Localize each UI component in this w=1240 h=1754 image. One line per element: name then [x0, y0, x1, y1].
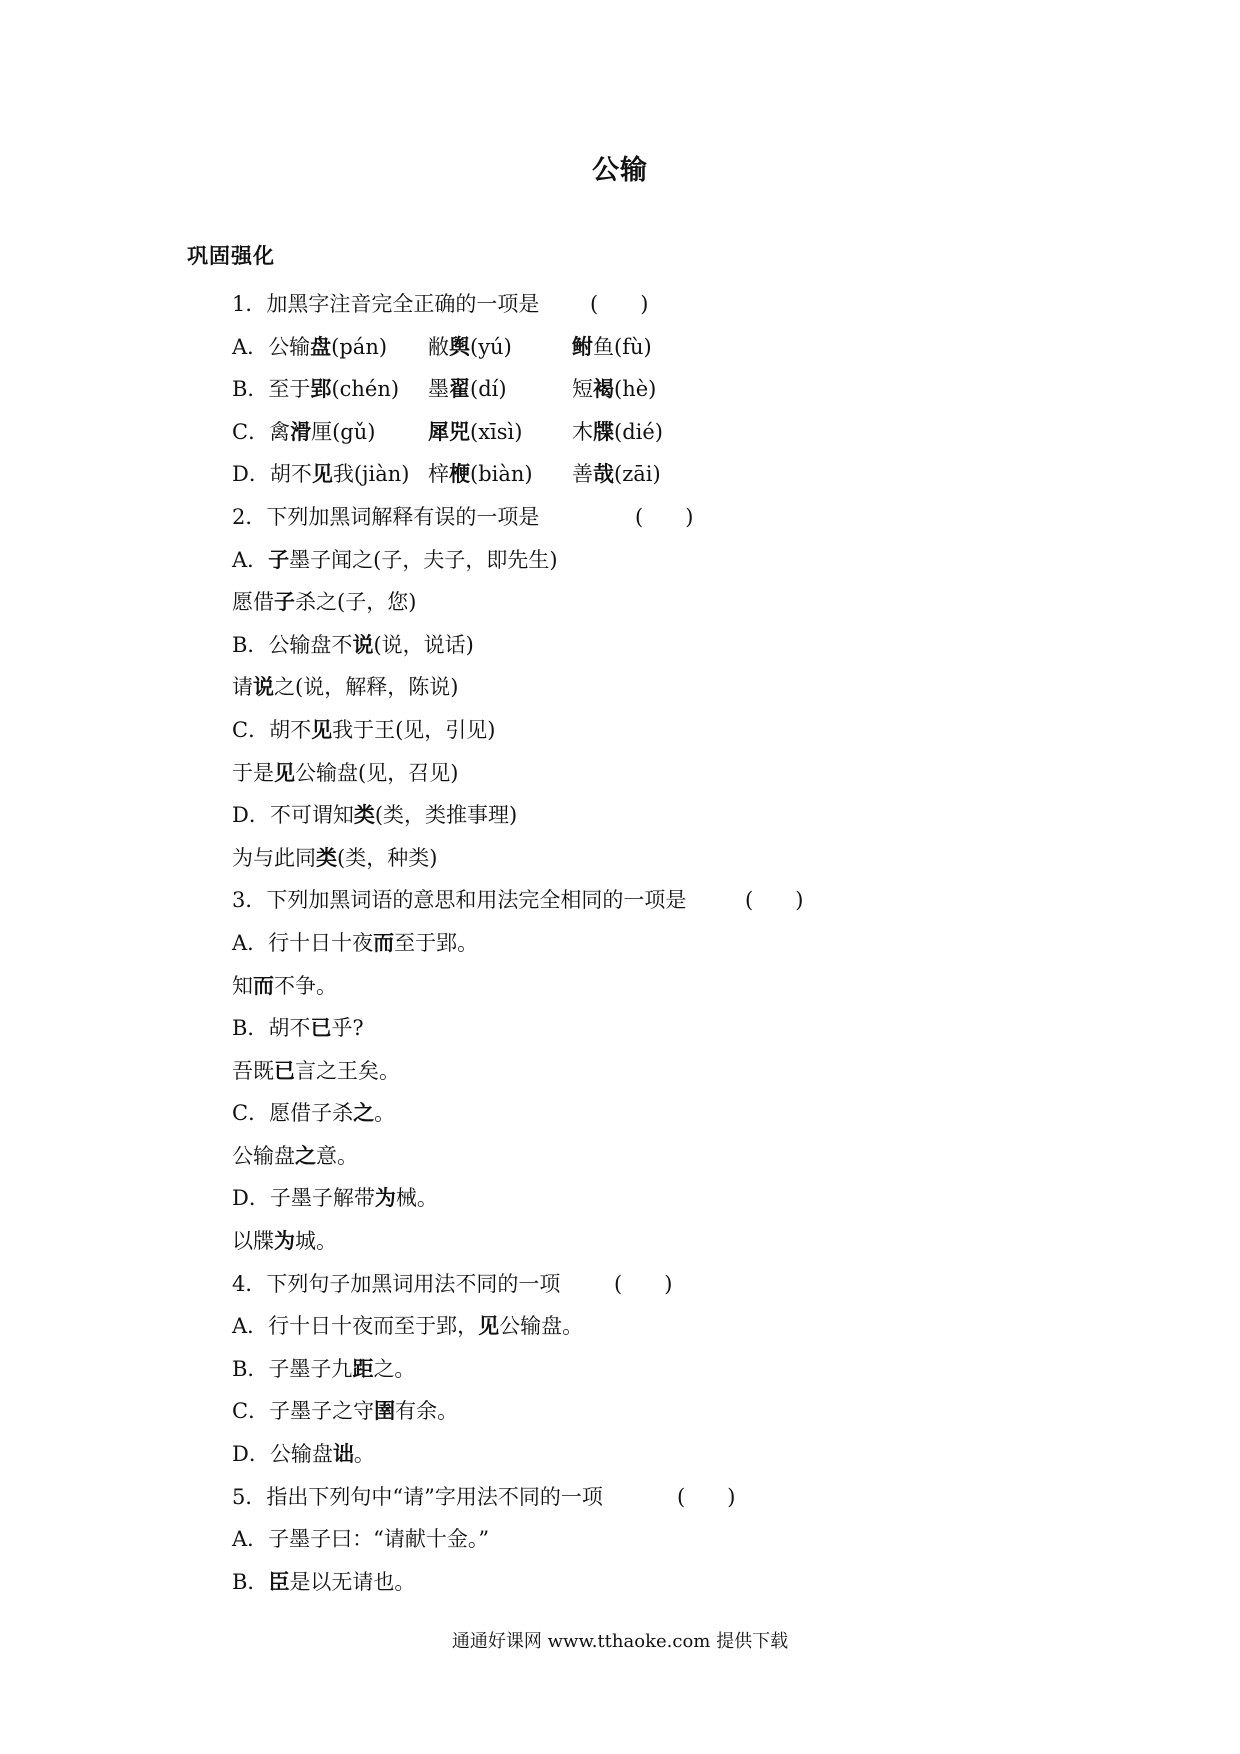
q2-line: 于是见公输盘(见，召见)	[232, 760, 459, 785]
q3-line: C．愿借子杀之。	[232, 1101, 396, 1126]
option-item: 木牒(dié)	[572, 419, 663, 444]
question-3-stem	[232, 879, 1132, 922]
q3-line: 以牒为城。	[232, 1229, 337, 1254]
q1-option-c	[232, 411, 1132, 454]
answer-blank: ( )	[614, 1271, 673, 1296]
q5-line: A．子墨子曰：“请献十金。”	[232, 1527, 490, 1552]
question-text: 3．下列加黑词语的意思和用法完全相同的一项是	[232, 888, 687, 913]
q2-line: C．胡不见我于王(见，引见)	[232, 717, 496, 742]
question-text: 4．下列句子加黑词用法不同的一项	[232, 1271, 561, 1296]
q2-line: 为与此同类(类，种类)	[232, 845, 438, 870]
question-2-stem	[232, 496, 1132, 539]
q4-line: B．子墨子九距之。	[232, 1356, 416, 1381]
option-item: 犀兕(xīsì)	[428, 419, 523, 444]
answer-blank: ( )	[745, 888, 804, 913]
q3-line: 公输盘之意。	[232, 1143, 358, 1168]
q1-option-a	[232, 326, 1132, 369]
q2-line: D．不可谓知类(类，类推事理)	[232, 803, 518, 828]
q3-line: 知而不争。	[232, 973, 337, 998]
q3-line: D．子墨子解带为械。	[232, 1186, 438, 1211]
answer-blank: ( )	[590, 292, 649, 316]
q3-line: B．胡不已乎?	[232, 1016, 364, 1041]
page-footer: 通通好课网 www.tthaoke.com 提供下载	[451, 1631, 789, 1652]
option-item: D．胡不见我(jiàn)	[232, 462, 410, 487]
option-item: 短褐(hè)	[572, 377, 657, 402]
q3-line: 吾既已言之王矣。	[232, 1058, 400, 1083]
q4-line: A．行十日十夜而至于郢，见公输盘。	[232, 1314, 584, 1339]
question-4-stem	[232, 1263, 1132, 1306]
option-item: C．禽滑厘(gǔ)	[232, 419, 376, 444]
q4-line: D．公输盘诎。	[232, 1442, 375, 1467]
option-item: B．至于郢(chén)	[232, 377, 400, 402]
q2-line: 愿借子杀之(子，您)	[232, 590, 417, 615]
option-item: A．公输盘(pán)	[232, 334, 388, 359]
q2-line: B．公输盘不说(说，说话)	[232, 632, 474, 657]
q5-line: B．臣是以无请也。	[232, 1569, 416, 1594]
option-item: 敝舆(yú)	[428, 334, 512, 359]
option-item: 梓楩(biàn)	[428, 462, 533, 487]
question-text: 5．指出下列句中“请”字用法不同的一项	[232, 1484, 603, 1509]
answer-blank: ( )	[635, 504, 694, 529]
q3-line: A．行十日十夜而至于郢。	[232, 930, 479, 955]
q4-line: C．子墨子之守圉有余。	[232, 1399, 459, 1424]
question-text: 2．下列加黑词解释有误的一项是	[232, 504, 540, 529]
question-text: 1．加黑字注音完全正确的一项是	[232, 292, 540, 316]
question-1-stem	[232, 283, 1132, 326]
section-heading: 巩固强化	[187, 244, 275, 268]
option-item: 善哉(zāi)	[572, 462, 661, 487]
answer-blank: ( )	[677, 1484, 736, 1509]
option-item: 鲋鱼(fù)	[572, 334, 652, 359]
page-title: 公输	[592, 155, 648, 186]
option-item: 墨翟(dí)	[428, 377, 507, 402]
question-content	[232, 283, 1132, 1603]
question-5-stem	[232, 1476, 1132, 1519]
q2-line: 请说之(说，解释，陈说)	[232, 675, 459, 700]
q2-line: A．子墨子闻之(子，夫子，即先生)	[232, 547, 558, 572]
q1-option-d	[232, 453, 1132, 496]
q1-option-b	[232, 368, 1132, 411]
